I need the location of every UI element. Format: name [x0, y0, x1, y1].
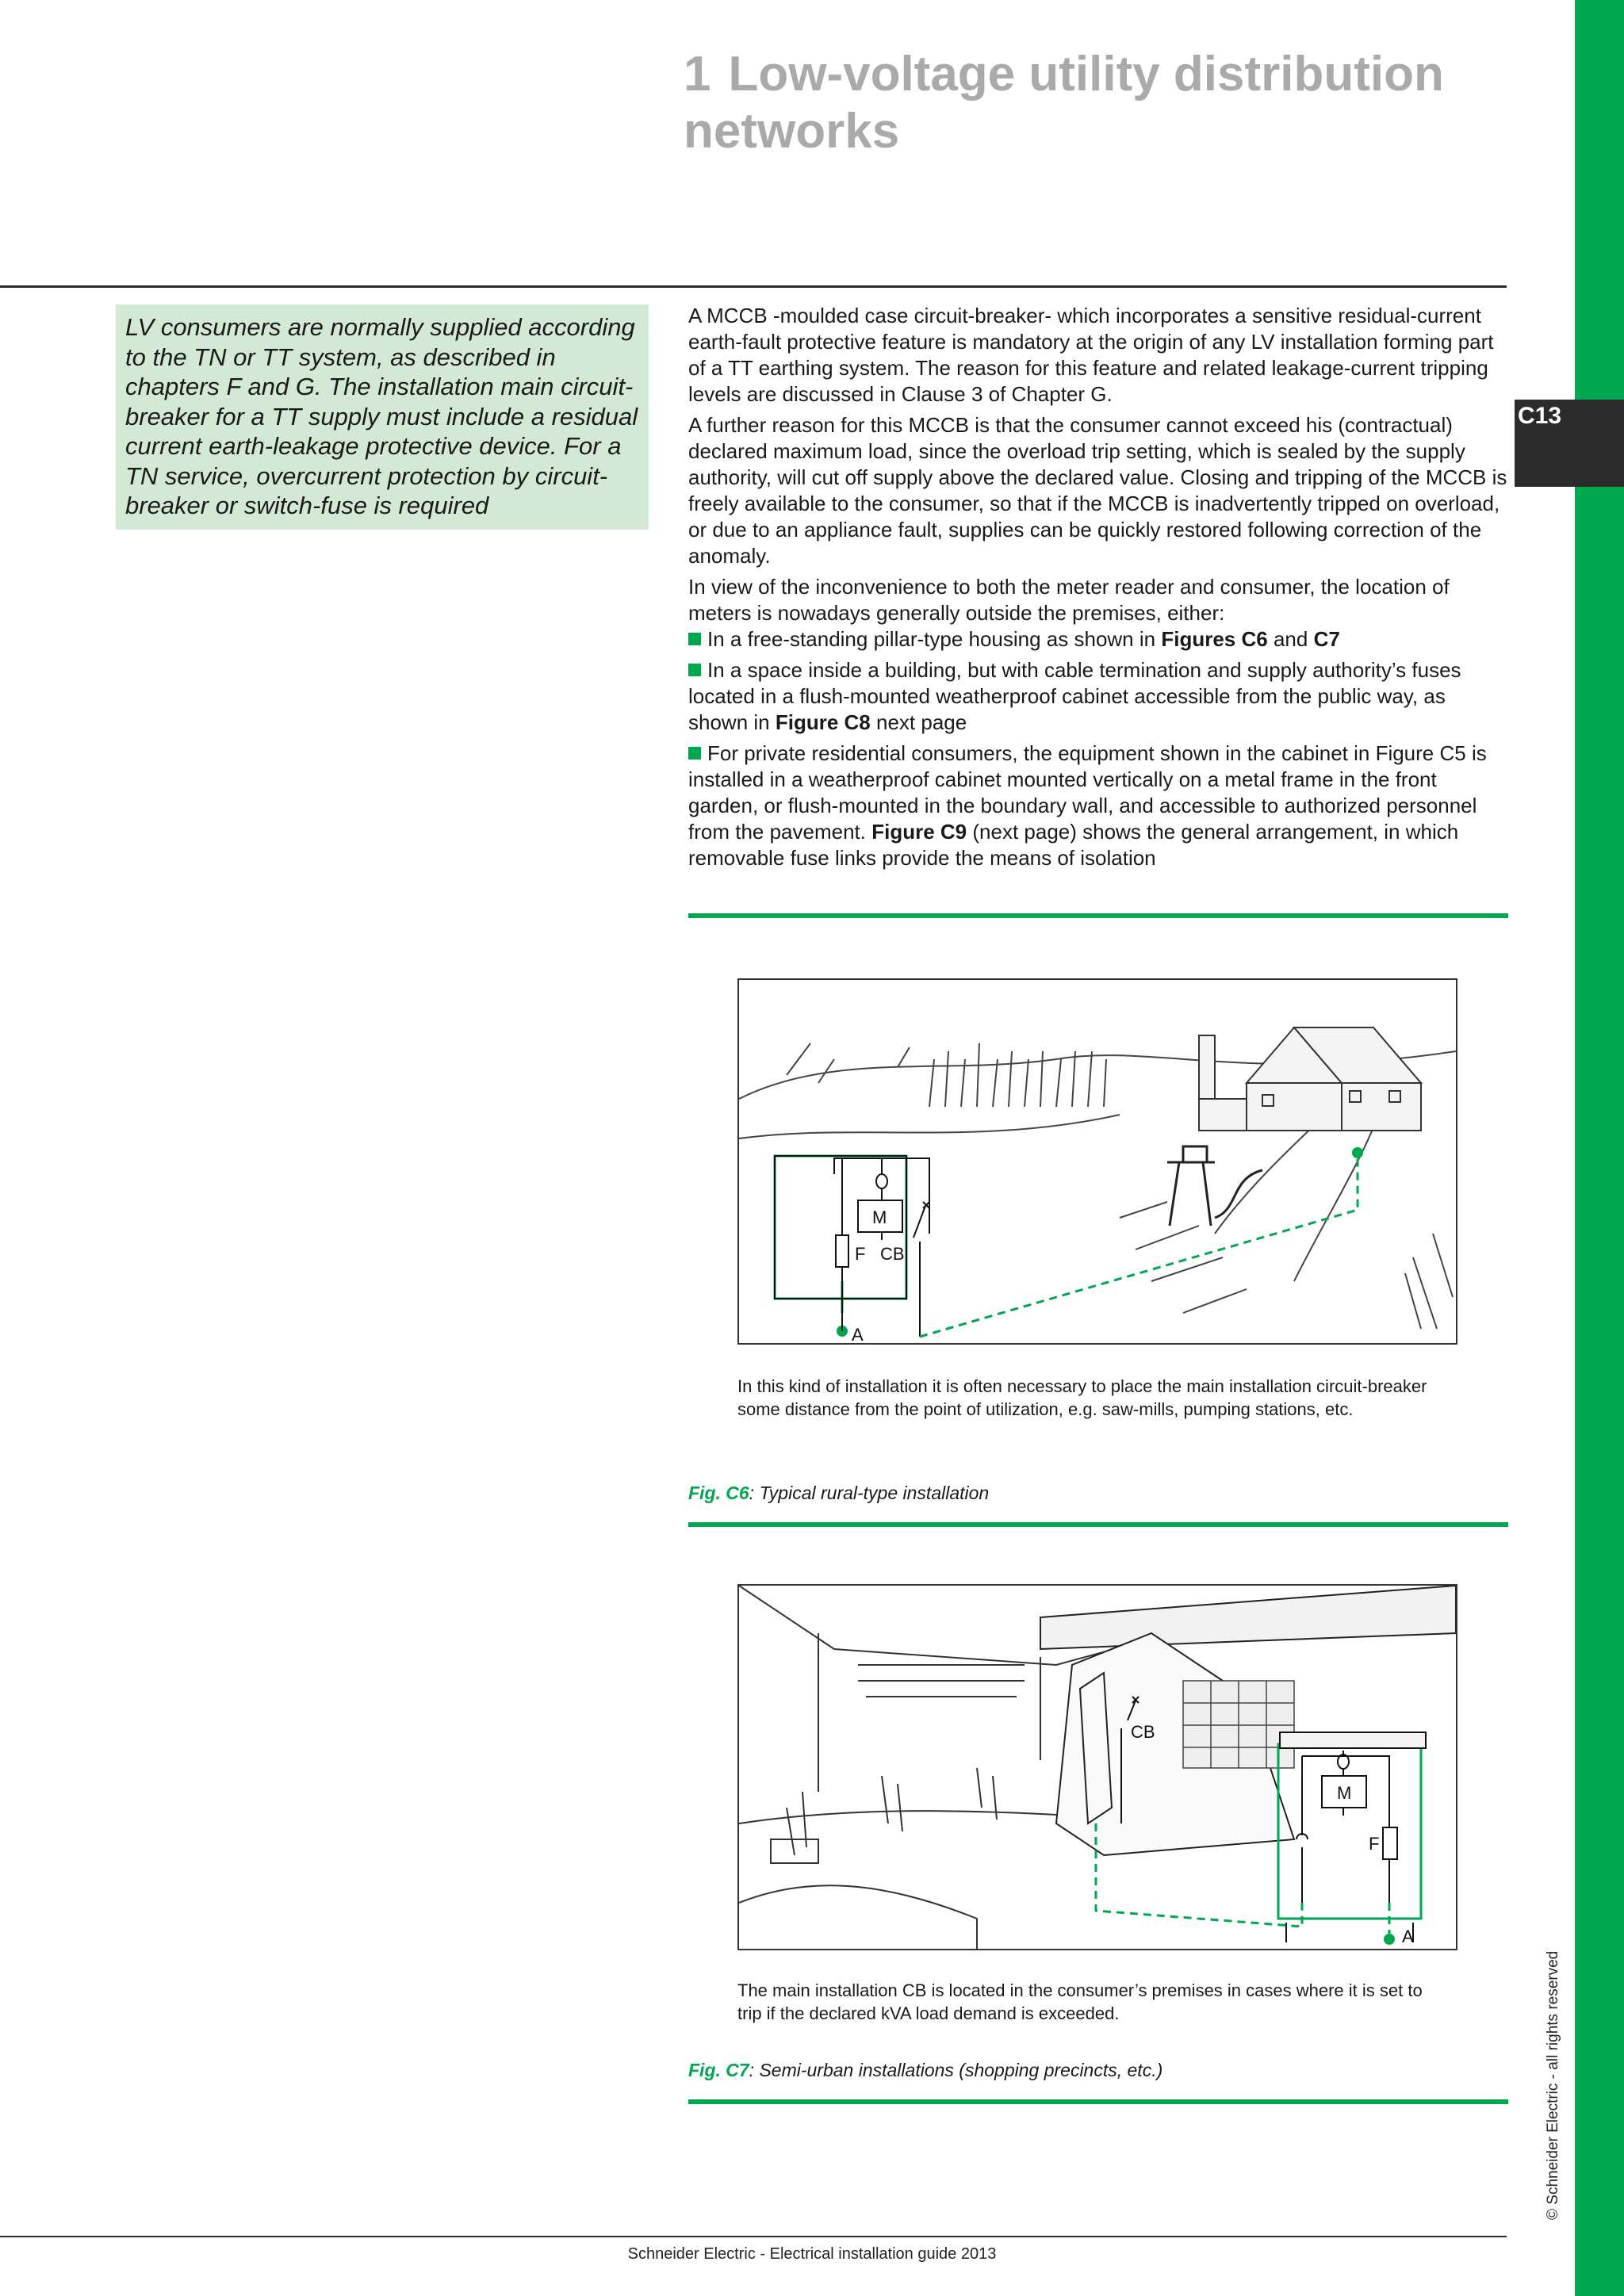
- figure-c7-illustration: [737, 1584, 1457, 1950]
- bullet-item: For private residential consumers, the equipment shown in the cabinet in Figure C5 is installed in a weatherproof cabinet mounted vertically on a metal frame in the front garden, or flush-mounted in the boundary wall, and accessible to authorized personnel from the pavement. Figure C9 (next page) shows the general arrangement, in which removable fuse links provide the means of isolation: [688, 741, 1487, 870]
- section-title: Low-voltage utility distribution networks: [684, 47, 1444, 159]
- page-number-tab: [1515, 400, 1624, 487]
- bullet-square-icon: [688, 633, 701, 645]
- figure-reference: Figure C9: [871, 820, 967, 844]
- sidebar-note-text: LV consumers are normally supplied according to the TN or TT system, as described in chapters F and G. The installation main circuit-breaker for a TT supply must include a residual current earth-leakage protective device. For a TN service, overcurrent protection by circuit-breaker or switch-fuse is required: [125, 313, 638, 519]
- figure-note: The main installation CB is located in the consumer’s premises in cases where it is set to trip if the declared kVA load demand is exceeded.: [737, 1980, 1423, 2023]
- figure-c6-illustration: [737, 978, 1457, 1345]
- figure-reference: Figure C8: [775, 710, 871, 734]
- breaker-label: CB: [1131, 1722, 1155, 1742]
- breaker-label: CB: [880, 1244, 905, 1264]
- sidebar-note-box: [116, 304, 649, 530]
- point-label: A: [852, 1325, 864, 1343]
- figure-separator: [688, 913, 1508, 918]
- figure-caption-text: : Semi-urban installations (shopping precincts, etc.): [749, 2060, 1163, 2080]
- figure-reference: C7: [1313, 627, 1340, 651]
- figure-caption-text: : Typical rural-type installation: [749, 1483, 990, 1503]
- point-label: A: [1402, 1927, 1414, 1946]
- page-number: C13: [1518, 403, 1562, 429]
- fuse-label: F: [1369, 1834, 1380, 1854]
- meter-label: M: [872, 1207, 887, 1227]
- figure-separator: [688, 1522, 1508, 1527]
- figure-separator: [688, 2099, 1508, 2104]
- page-title: [684, 46, 1477, 160]
- side-color-bar: [1575, 0, 1624, 2296]
- header-rule: [0, 285, 1507, 288]
- figure-id: Fig. C7: [688, 2060, 749, 2080]
- figure-note: In this kind of installation it is often necessary to place the main installation circuit-breaker some distance from the point of utilization, e.g. saw-mills, pumping stations, etc.: [737, 1376, 1427, 1419]
- paragraph: In view of the inconvenience to both the meter reader and consumer, the location of meters is nowadays generally outside the premises, either:: [688, 575, 1450, 625]
- paragraph: A further reason for this MCCB is that the consumer cannot exceed his (contractual) declared maximum load, since the overload trip setting, which is sealed by the supply authority, will cut off supply above the declared value. Closing and tripping of the MCCB is freely available to the consumer, so that if the MCCB is inadvertently tripped on overload, or due to an appliance fault, supplies can be quickly restored following correction of the anomaly.: [688, 413, 1507, 568]
- section-number: 1: [684, 47, 711, 101]
- bullet-item: In a space inside a building, but with cable termination and supply authority’s fuses located in a flush-mounted weatherproof cabinet accessible from the public way, as shown in Figure C8 next page: [688, 658, 1461, 734]
- figure-reference: Figures C6: [1161, 627, 1268, 651]
- footer-rule: [0, 2236, 1507, 2237]
- figure-caption: [688, 1483, 989, 1504]
- page-footer: Schneider Electric - Electrical installation guide 2013: [627, 2245, 997, 2263]
- bullet-item: In a free-standing pillar-type housing as shown in Figures C6 and C7: [688, 626, 1510, 652]
- figure-id: Fig. C6: [688, 1483, 749, 1503]
- copyright-notice: © Schneider Electric - all rights reserved: [1545, 1950, 1561, 2220]
- meter-label: M: [1337, 1783, 1352, 1803]
- bullet-square-icon: [688, 664, 701, 676]
- bullet-square-icon: [688, 747, 701, 760]
- paragraph: A MCCB -moulded case circuit-breaker- which incorporates a sensitive residual-current earth-fault protective feature is mandatory at the origin of any LV installation forming part of a TT earthing system. The reason for this feature and related leakage-current tripping levels are discussed in Clause 3 of Chapter G.: [688, 304, 1494, 406]
- body-text: [688, 303, 1510, 876]
- figure-caption: [688, 2060, 1162, 2081]
- fuse-label: F: [855, 1244, 866, 1264]
